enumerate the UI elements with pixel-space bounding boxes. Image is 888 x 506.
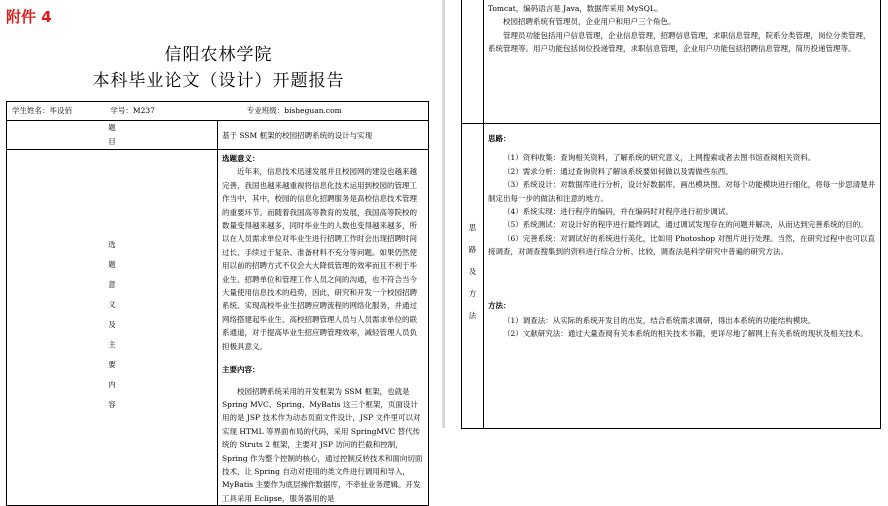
meaning-text: 近年来，信息技术迅速发展并且校园网的建设也越来越完善，我国也越来越重视将信息化技术运用到校园的管理工作当中，其中，校园的信息化招聘服务是高校信息技术管理的重要环节。而随着我国高等教育的发展，我国高等院校的数量变得越来越多，同时毕业生的人数也变得越来越多，所以在人员需求单位对毕业生进行招聘工作时会出现招聘时间过长、手续过于复杂、准备材料不充分等问题。如果仍然使用以前的招聘方式不仅会大大降低管理的效率而且不利于毕业生、招聘单位和管理工作人员之间的沟通，也不符合当今大量使用信息技术的趋势，因此，研究和开发一个校园招聘系统、实现高校毕业生招聘应聘流程的网络化服务，并通过网络搭建起毕业生、高校招聘管理人员与人员需求单位的联系通道，对于提高毕业生招应聘管理效率，减轻管理人员负担极具意义。 (222, 167, 417, 351)
thinking-item-3: （3）系统设计：对数据库进行分析，设计好数据库，画出模块图。对每个功能模块进行细化，将每一步思清楚并制定出每一步的做法和注意的地方。 (488, 180, 876, 203)
thinking-item-4: （4）系统实现：进行程序的编码，并在编码时对程序进行初步调试。 (503, 207, 733, 217)
topic-label (7, 121, 218, 150)
page-divider (442, 0, 445, 428)
report-title: 本科毕业论文（设计）开题报告 (92, 71, 345, 91)
thinking-item-2: （2）需求分析：通过查询资料了解该系统要如何做以及需做些东西。 (503, 166, 733, 176)
continued-text-3: 管理员功能包括用户信息管理，企业信息管理，招聘信息管理，求职信息管理，院系分类管理，岗位分类管理，系统管理等。用户功能包括岗位投递管理，求职信息管理，企业用户功能包括招聘信息管理，简历投递管理等。 (488, 30, 871, 54)
right-page (451, 0, 888, 428)
methods-item-1: （1）调查法：从实际的系统开发目的出发，结合系统需求调研，得出本系统的功能结构模块。 (503, 316, 816, 326)
content-heading: 主要内容： (222, 365, 260, 375)
topic-label-text: 题 目 (108, 123, 116, 146)
student-major: 专业班级：bisheguan.com (246, 106, 342, 116)
student-id: 学号：M237 (110, 106, 155, 116)
meaning-heading: 选题意义： (222, 154, 260, 163)
approach-label (462, 124, 484, 429)
purpose-label (7, 150, 218, 506)
approach-table (461, 0, 881, 429)
topic-row (7, 121, 429, 150)
approach-row (462, 124, 881, 429)
proposal-table (6, 101, 429, 506)
thinking-item-5: （5）系统测试：对设计好的程序进行最终调试，通过调试发现存在的问题并解决，从而达到完善系统的目的。 (503, 220, 868, 230)
methods-item-2: （2）文献研究法：通过大量查阅有关本系统的相关技术书籍，更详尽地了解网上有关系统的现状及相关技术。 (503, 329, 868, 339)
continued-text-2: 校园招聘系统有管理员，企业用户和用户三个角色。 (503, 17, 676, 27)
approach-label-text: 思 路 及 方 法 (468, 223, 477, 320)
thinking-item-1: （1）资料收集：查询相关资料，了解系统的研究意义，上网搜索或者去图书馆查阅相关资料。 (503, 153, 816, 163)
thinking-heading: 思路： (488, 134, 511, 143)
left-page (0, 0, 437, 503)
methods-heading: 方法： (488, 300, 511, 310)
continued-row (462, 0, 881, 124)
purpose-row (7, 150, 429, 506)
continued-text-1: Tomcat，编码语言是 Java，数据库采用 MySQL。 (488, 4, 663, 13)
purpose-label-text: 选 题 意 义 及 主 要 内 容 (108, 239, 116, 409)
annex-label: 附件 4 (6, 8, 52, 26)
student-name: 学生姓名：毕设佰 (12, 106, 72, 116)
topic-value: 基于 SSM 框架的校园招聘系统的设计与实现 (218, 121, 429, 150)
thinking-item-6: （6）完善系统：对调试好的系统进行美化，比如用 Photoshop 对图片进行处理。当然，在研究过程中也可以直接调查，对调查搜集到的资料进行综合分析、比较，调查法是科学研究中普遍的研究方法。 (488, 233, 875, 257)
content-text: 校园招聘系统采用的开发框架为 SSM 框架，也就是 Spring MVC、Spring、MyBatis 这三个框架，页面设计用的是 JSP 技术作为动态页面文件设计，JSP 文件里可以对实现 HTML 等界面布局的代码，采用 SpringMVC 替代传统的 Struts 2 框架，主要对 JSP 访问的拦截和控制，Spring 作为整个控制的核心，通过控制反转技术和面向切面技术，让 Spring 自动对使用的类文件进行调用和导入，MyBatis 主要作为底层操作数据库，不牵扯业务逻辑。开发工具采用 Eclipse，服务器用的是 (222, 386, 423, 503)
student-row (7, 102, 429, 121)
school-name: 信阳农林学院 (164, 45, 273, 65)
